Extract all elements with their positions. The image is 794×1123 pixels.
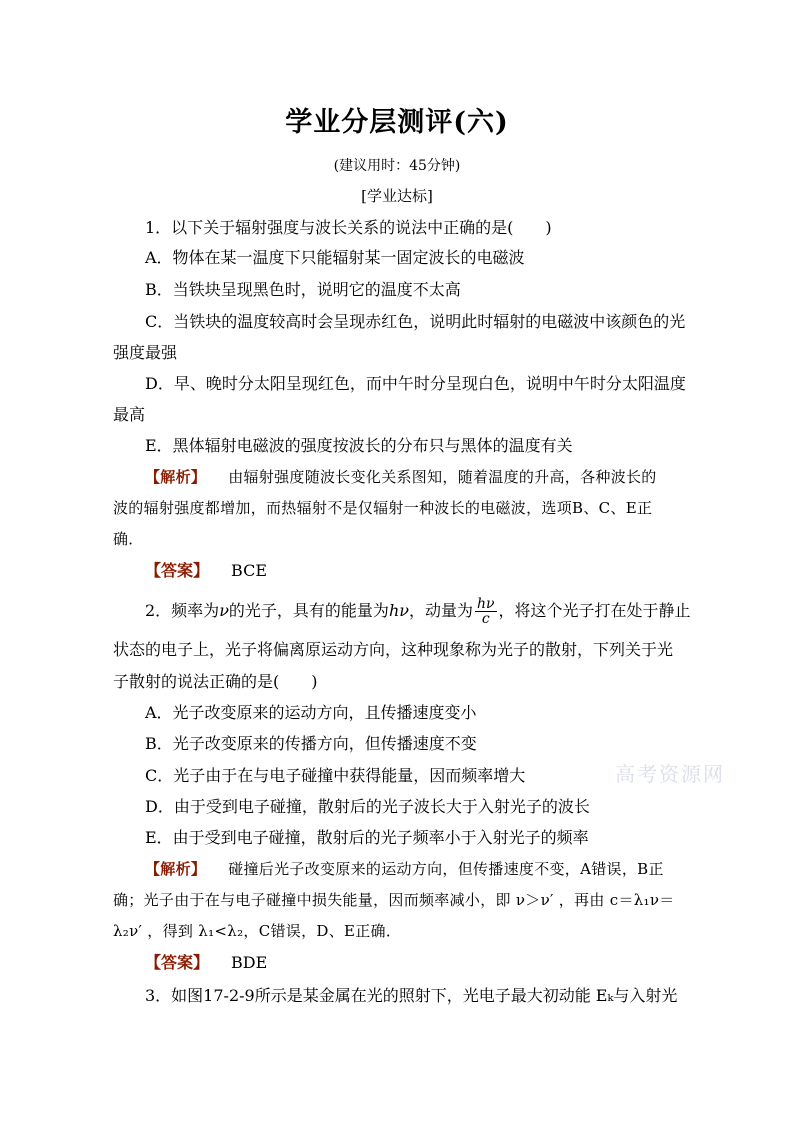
q1-option-c-cont: 强度最强 — [113, 343, 178, 362]
q1-analysis-cont2: 确． — [113, 530, 144, 548]
fraction-denominator: c — [481, 611, 490, 627]
q2-option-d: D．由于受到电子碰撞，散射后的光子波长大于入射光子的波长 — [145, 797, 590, 816]
q2-stem-cont2: 子散射的说法正确的是( ) — [113, 672, 318, 691]
answer-label: 【答案】 — [145, 953, 210, 972]
q2-stem-cont: 状态的电子上，光子将偏离原运动方向，这种现象称为光子的散射，下列关于光 — [113, 640, 674, 659]
q1-analysis-cont: 波的辐射强度都增加，而热辐射不是仅辐射一种波长的电磁波，选项B、C、E正 — [113, 499, 653, 517]
q2-analysis-cont: 确；光子由于在与电子碰撞中损失能量，因而频率减小，即 ν＞ν′ ，再由 c＝λ₁ν＝ — [113, 891, 675, 909]
q3-stem: 3．如图17-2-9所示是某金属在光的照射下，光电子最大初动能 Eₖ与入射光 — [145, 986, 678, 1005]
analysis-label: 【解析】 — [145, 860, 207, 878]
q1-option-d-cont: 最高 — [113, 405, 146, 424]
q1-option-b: B．当铁块呈现黑色时，说明它的温度不太高 — [145, 280, 461, 299]
q2-energy: hν — [388, 601, 409, 620]
page-title: 学业分层测评(六) — [285, 107, 509, 138]
q2-stem-part: ，动量为 — [408, 601, 473, 620]
q1-option-c: C．当铁块的温度较高时会呈现赤红色，说明此时辐射的电磁波中该颜色的光 — [145, 312, 686, 331]
q2-analysis-cont2: λ₂ν′ ，得到 λ₁<λ₂，C错误，D、E正确． — [113, 922, 402, 940]
q2-stem-part: ，将这个光子打在处于静止 — [498, 601, 691, 620]
q1-stem: 1．以下关于辐射强度与波长关系的说法中正确的是( ) — [145, 218, 552, 237]
q2-stem — [145, 597, 691, 626]
q1-option-e: E．黑体辐射电磁波的强度按波长的分布只与黑体的温度有关 — [145, 436, 573, 455]
watermark: 高考资源网 — [615, 762, 725, 786]
q2-analysis-text: 碰撞后光子改变原来的运动方向，但传播速度不变，A错误，B正 — [228, 860, 664, 878]
q1-option-a: A．物体在某一温度下只能辐射某一固定波长的电磁波 — [145, 248, 525, 267]
q2-answer — [145, 953, 267, 973]
analysis-label: 【解析】 — [145, 468, 207, 486]
q2-option-c: C．光子由于在与电子碰撞中获得能量，因而频率增大 — [145, 766, 526, 785]
q2-option-a: A．光子改变原来的运动方向，且传播速度变小 — [145, 703, 477, 722]
q1-answer-value: BCE — [231, 561, 267, 580]
q2-stem-part: 2．频率为 — [145, 601, 220, 620]
fraction-numerator: hν — [476, 596, 495, 612]
time-hint: (建议用时：45分钟) — [333, 158, 461, 174]
section-heading: [学业达标] — [361, 187, 433, 205]
q2-analysis — [145, 859, 664, 879]
q2-nu: ν — [219, 601, 229, 620]
answer-label: 【答案】 — [145, 561, 210, 580]
q2-stem-part: 的光子，具有的能量为 — [228, 601, 389, 620]
q2-option-b: B．光子改变原来的传播方向，但传播速度不变 — [145, 734, 477, 753]
q1-analysis — [145, 467, 657, 487]
q2-answer-value: BDE — [231, 953, 268, 972]
q2-option-e: E．由于受到电子碰撞，散射后的光子频率小于入射光子的频率 — [145, 828, 589, 847]
q1-analysis-text: 由辐射强度随波长变化关系图知，随着温度的升高，各种波长的 — [228, 468, 657, 486]
q1-option-d: D．早、晚时分太阳呈现红色，而中午时分呈现白色，说明中午时分太阳温度 — [145, 374, 686, 393]
q1-answer — [145, 561, 267, 581]
q2-momentum-fraction — [475, 597, 497, 626]
